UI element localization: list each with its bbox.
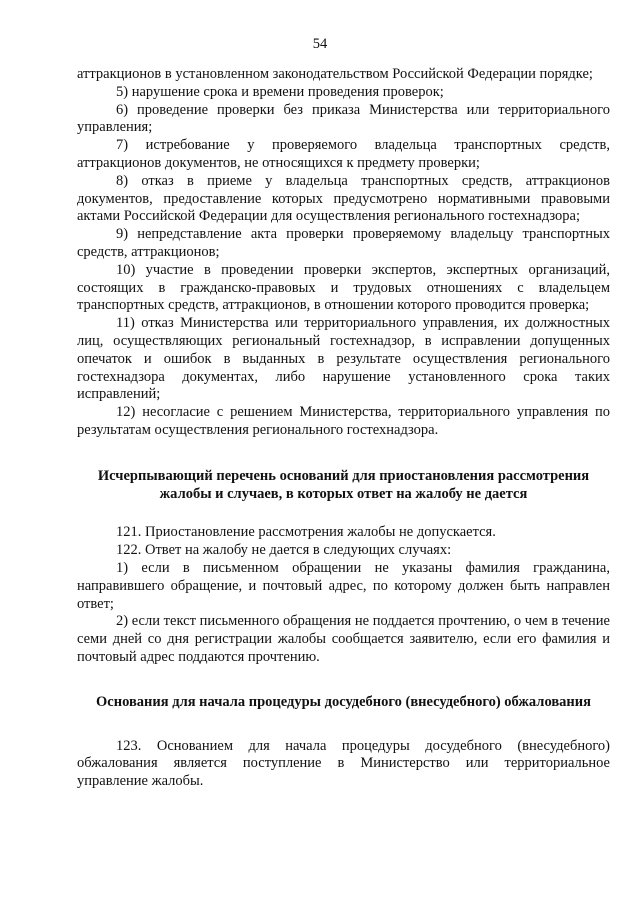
paragraph: 123. Основанием для начала процедуры досудебного (внесудебного) обжалования является поступление в Министерство или территориальное управление жалобы.: [77, 737, 610, 790]
list-item: 5) нарушение срока и времени проведения проверок;: [116, 83, 444, 100]
list-item: 9) непредставление акта проверки проверяемому владельцу транспортных средств, аттракционов;: [77, 226, 610, 260]
list-item: 2) если текст письменного обращения не поддается прочтению, о чем в течение семи дней со дня регистрации жалобы сообщается заявителю, если его фамилия и почтовый адрес поддаются прочтению.: [77, 613, 610, 665]
page-number: 54: [312, 36, 328, 52]
section-heading: Основания для начала процедуры досудебного (внесудебного) обжалования: [96, 693, 591, 710]
list-item: 10) участие в проведении проверки экспертов, экспертных организаций, состоящих в гражданско-правовых и трудовых отношениях с владельцем транспортных средств, аттракционов, в отношении которого проводится проверка;: [77, 261, 610, 314]
list-item: 1) если в письменном обращении не указаны фамилия гражданина, направившего обращение, и почтовый адрес, по которому должен быть направлен ответ;: [77, 559, 610, 612]
paragraph: 121. Приостановление рассмотрения жалобы не допускается.: [116, 524, 496, 541]
document-body: [77, 66, 610, 791]
list-item: 12) несогласие с решением Министерства, территориального управления по результатам осуществления регионального гостехнадзора.: [77, 404, 610, 438]
list-item: 6) проведение проверки без приказа Министерства или территориального управления;: [77, 101, 610, 136]
paragraph: 122. Ответ на жалобу не дается в следующих случаях:: [116, 542, 452, 559]
list-item: 11) отказ Министерства или территориального управления, их должностных лиц, осуществляющих региональный гостехнадзор, в исправлении допущенных опечаток и ошибок в выданных в результате осуществления регионального гостехнадзора документах, либо нарушение установленного срока таких исправлений;: [77, 315, 610, 403]
section-heading: Исчерпывающий перечень оснований для приостановления рассмотрения жалобы и случаев, в которых ответ на жалобу не дается: [97, 467, 590, 502]
list-item: 8) отказ в приеме у владельца транспортных средств, аттракционов документов, предоставление которых предусмотрено нормативными правовыми актами Российской Федерации для осуществления регионального гостехнадзора;: [77, 172, 610, 225]
list-item: 7) истребование у проверяемого владельца транспортных средств, аттракционов документов, не относящихся к предмету проверки;: [77, 137, 610, 171]
paragraph: аттракционов в установленном законодательством Российской Федерации порядке;: [77, 66, 593, 82]
